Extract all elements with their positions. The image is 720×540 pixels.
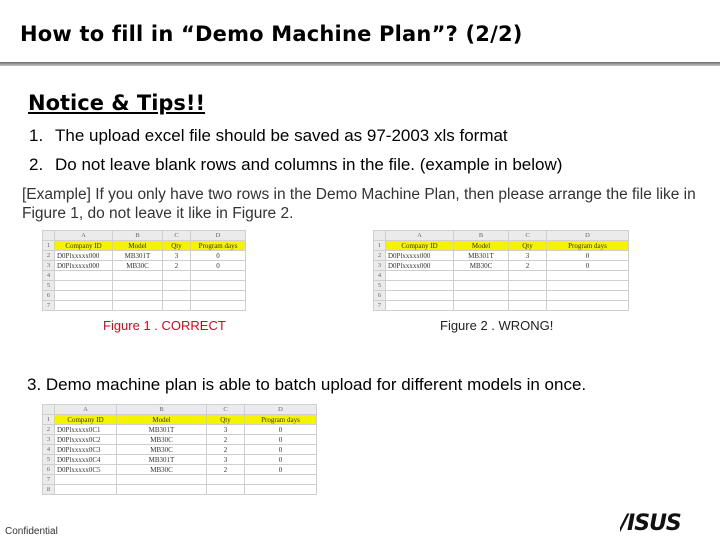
row-number: 5 [43, 455, 55, 465]
cell: D0Plxxxxx000 [55, 251, 113, 261]
col-letter: A [55, 231, 113, 241]
cell: 0 [245, 465, 317, 475]
row-number: 8 [43, 485, 55, 495]
tip-item-3: 3. Demo machine plan is able to batch upload for different models in once. [27, 375, 587, 394]
cell: 0 [245, 455, 317, 465]
table-row [43, 435, 317, 445]
table-row [43, 485, 317, 495]
header-cell: Model [113, 241, 163, 251]
col-letter: D [547, 231, 629, 241]
cell: MB301T [117, 425, 207, 435]
corner-cell [43, 231, 55, 241]
row-number: 6 [43, 465, 55, 475]
row-number: 6 [374, 291, 386, 301]
cell: 2 [207, 435, 245, 445]
row-number: 1 [43, 415, 55, 425]
table-row [43, 301, 246, 311]
notice-heading: Notice & Tips!! [28, 91, 206, 115]
col-letter: C [509, 231, 547, 241]
corner-cell [374, 231, 386, 241]
tip-number: 2. [29, 155, 44, 174]
header-cell: Program days [245, 415, 317, 425]
table-row [43, 271, 246, 281]
cell: D0Plxxxxx0C4 [55, 455, 117, 465]
cell: MB30C [117, 435, 207, 445]
cell: MB301T [454, 251, 509, 261]
title-divider [0, 62, 720, 66]
cell: MB30C [117, 465, 207, 475]
table-row [374, 261, 629, 271]
row-number: 4 [43, 271, 55, 281]
slide-title: How to fill in “Demo Machine Plan”? (2/2) [20, 22, 523, 46]
row-number: 5 [374, 281, 386, 291]
col-letter: C [207, 405, 245, 415]
cell: 0 [245, 445, 317, 455]
row-number: 2 [43, 251, 55, 261]
corner-cell [43, 405, 55, 415]
col-letter: D [245, 405, 317, 415]
header-cell: Company ID [386, 241, 454, 251]
cell: 3 [163, 251, 191, 261]
table-row [374, 291, 629, 301]
header-cell: Model [117, 415, 207, 425]
tip-text: Do not leave blank rows and columns in the file. (example in below) [55, 155, 563, 174]
col-letter: B [113, 231, 163, 241]
header-cell: Program days [191, 241, 246, 251]
tip-text: The upload excel file should be saved as 97-2003 xls format [55, 126, 508, 145]
row-number: 3 [374, 261, 386, 271]
header-cell: Company ID [55, 241, 113, 251]
tip-item-2 [29, 155, 562, 175]
table-row [43, 455, 317, 465]
cell: D0Plxxxxx0C1 [55, 425, 117, 435]
header-cell: Program days [547, 241, 629, 251]
header-cell: Company ID [55, 415, 117, 425]
header-cell: Qty [509, 241, 547, 251]
row-number: 3 [43, 435, 55, 445]
logo-text: /ISUS [620, 511, 681, 532]
table-row [43, 291, 246, 301]
table-row [43, 465, 317, 475]
cell: MB30C [454, 261, 509, 271]
col-letter: C [163, 231, 191, 241]
table-row [374, 251, 629, 261]
row-number: 2 [43, 425, 55, 435]
cell: 0 [191, 261, 246, 271]
figure-1-caption: Figure 1 . CORRECT [103, 318, 226, 333]
cell: D0Plxxxxx0C5 [55, 465, 117, 475]
table-row [374, 301, 629, 311]
cell: MB30C [117, 445, 207, 455]
table-row [43, 445, 317, 455]
confidential-label: Confidential [5, 526, 58, 537]
table-row [43, 425, 317, 435]
row-number: 4 [374, 271, 386, 281]
cell: MB301T [117, 455, 207, 465]
table-row [43, 475, 317, 485]
col-letter: A [55, 405, 117, 415]
figure-3-spreadsheet [42, 404, 317, 495]
cell: MB30C [113, 261, 163, 271]
col-letter: D [191, 231, 246, 241]
cell: D0Plxxxxx0C2 [55, 435, 117, 445]
figure-2-spreadsheet [373, 230, 629, 311]
row-number: 1 [43, 241, 55, 251]
cell: 3 [207, 455, 245, 465]
table-row [43, 281, 246, 291]
cell: D0Plxxxxx000 [55, 261, 113, 271]
cell: D0Plxxxxx000 [386, 251, 454, 261]
row-number: 4 [43, 445, 55, 455]
tip-number: 1. [29, 126, 44, 145]
cell: 2 [207, 445, 245, 455]
cell: 0 [245, 435, 317, 445]
cell: 3 [509, 251, 547, 261]
cell: 0 [191, 251, 246, 261]
cell: 0 [245, 425, 317, 435]
cell: 2 [207, 465, 245, 475]
header-cell: Qty [163, 241, 191, 251]
header-cell: Model [454, 241, 509, 251]
table-row [374, 271, 629, 281]
row-number: 5 [43, 281, 55, 291]
cell: 3 [207, 425, 245, 435]
table-row [43, 261, 246, 271]
row-number: 7 [374, 301, 386, 311]
col-letter: B [117, 405, 207, 415]
example-text: [Example] If you only have two rows in the Demo Machine Plan, then please arrange the file like in Figure 1, do not leave it like in Figure 2. [22, 186, 696, 222]
col-letter: B [454, 231, 509, 241]
cell: MB301T [113, 251, 163, 261]
cell: 2 [509, 261, 547, 271]
row-number: 7 [43, 301, 55, 311]
row-number: 1 [374, 241, 386, 251]
cell: 2 [163, 261, 191, 271]
table-row [43, 251, 246, 261]
table-row [374, 281, 629, 291]
cell: D0Plxxxxx000 [386, 261, 454, 271]
figure-2-caption: Figure 2 . WRONG! [440, 318, 554, 333]
asus-logo [620, 510, 706, 532]
col-letter: A [386, 231, 454, 241]
header-cell: Qty [207, 415, 245, 425]
row-number: 7 [43, 475, 55, 485]
cell: D0Plxxxxx0C3 [55, 445, 117, 455]
row-number: 3 [43, 261, 55, 271]
cell: 0 [547, 251, 629, 261]
cell: 0 [547, 261, 629, 271]
row-number: 6 [43, 291, 55, 301]
tip-item-1 [29, 126, 508, 146]
row-number: 2 [374, 251, 386, 261]
figure-1-spreadsheet [42, 230, 246, 311]
